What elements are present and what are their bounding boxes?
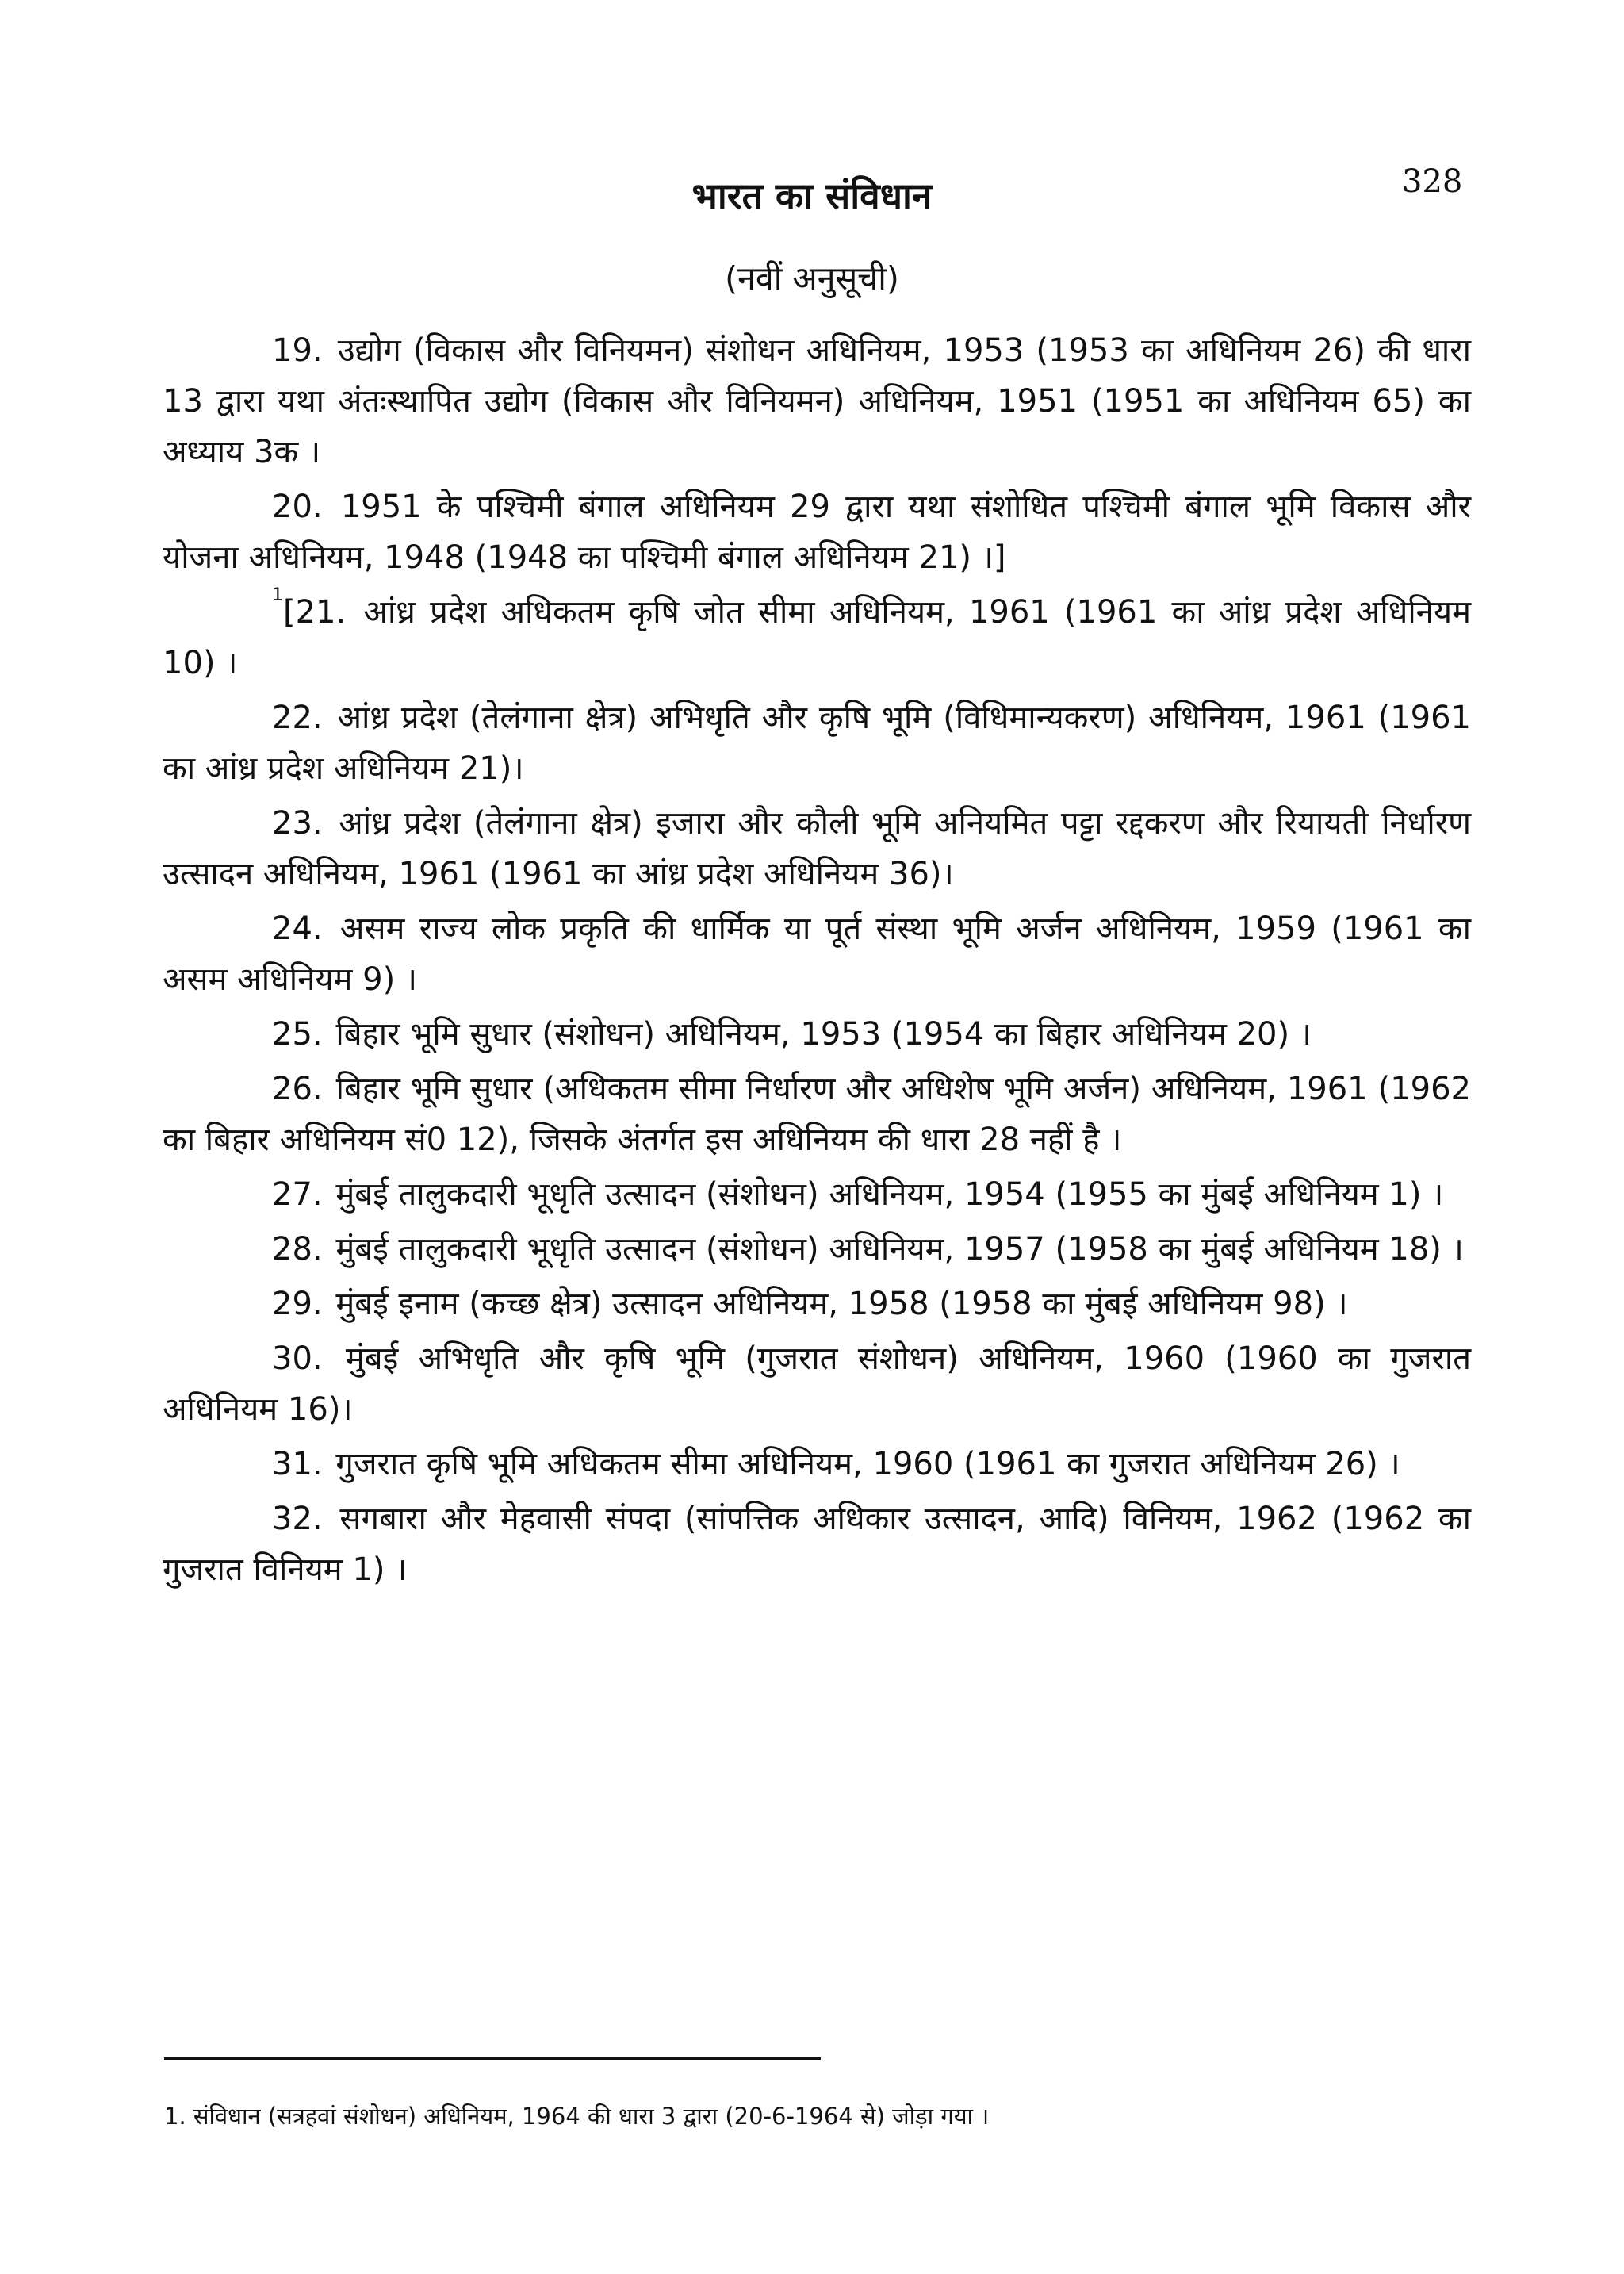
entry-number: 29.	[272, 1286, 323, 1322]
entry-text: मुंबई तालुकदारी भूधृति उत्सादन (संशोधन) अधिनियम, 1954 (1955 का मुंबई अधिनियम 1) ।	[335, 1176, 1444, 1213]
entry-text: उद्योग (विकास और विनियमन) संशोधन अधिनियम, 1953 (1953 का अधिनियम 26) की धारा 13 द्वारा यथा अंतःस्थापित उद्योग (विकास और विनियमन) अधिनियम, 1951 (1951 का अधिनियम 65) का अध्याय 3क ।	[163, 332, 1471, 470]
entry-number: 31.	[272, 1446, 323, 1482]
entry-22	[163, 692, 1471, 794]
entry-number: 23.	[272, 805, 323, 842]
entry-28	[163, 1224, 1471, 1275]
schedule-entries	[163, 325, 1471, 1599]
entry-31	[163, 1439, 1471, 1490]
footnote: 1. संविधान (सत्रहवां संशोधन) अधिनियम, 1964 की धारा 3 द्वारा (20-6-1964 से) जोड़ा गया ।	[164, 2103, 990, 2130]
page-number: 328	[1402, 163, 1463, 200]
schedule-subtitle: (नवीं अनुसूची)	[725, 259, 899, 297]
footnote-marker: 1	[272, 585, 283, 605]
entry-text: 1951 के पश्चिमी बंगाल अधिनियम 29 द्वारा यथा संशोधित पश्चिमी बंगाल भूमि विकास और योजना अधिनियम, 1948 (1948 का पश्चिमी बंगाल अधिनियम 21) ।]	[163, 489, 1471, 576]
entry-19	[163, 325, 1471, 477]
entry-32	[163, 1494, 1471, 1595]
entry-text: मुंबई तालुकदारी भूधृति उत्सादन (संशोधन) अधिनियम, 1957 (1958 का मुंबई अधिनियम 18) ।	[335, 1231, 1464, 1267]
entry-text: आंध्र प्रदेश (तेलंगाना क्षेत्र) अभिधृति और कृषि भूमि (विधिमान्यकरण) अधिनियम, 1961 (1961 का आंध्र प्रदेश अधिनियम 21)।	[163, 700, 1472, 787]
entry-number: 27.	[272, 1176, 323, 1213]
entry-number: 25.	[272, 1016, 323, 1053]
entry-20	[163, 481, 1471, 583]
entry-text: असम राज्य लोक प्रकृति की धार्मिक या पूर्त संस्था भूमि अर्जन अधिनियम, 1959 (1961 का असम अधिनियम 9) ।	[163, 911, 1471, 998]
entry-text: बिहार भूमि सुधार (संशोधन) अधिनियम, 1953 (1954 का बिहार अधिनियम 20) ।	[335, 1016, 1312, 1053]
entry-24	[163, 903, 1471, 1005]
entry-23	[163, 798, 1471, 899]
entry-number: 26.	[272, 1071, 323, 1107]
entry-text: मुंबई इनाम (कच्छ क्षेत्र) उत्सादन अधिनियम, 1958 (1958 का मुंबई अधिनियम 98) ।	[335, 1286, 1348, 1322]
entry-25	[163, 1009, 1471, 1060]
entry-27	[163, 1169, 1471, 1220]
entry-text: आंध्र प्रदेश अधिकतम कृषि जोत सीमा अधिनियम, 1961 (1961 का आंध्र प्रदेश अधिनियम 10) ।	[163, 594, 1471, 681]
entry-text: सगबारा और मेहवासी संपदा (सांपत्तिक अधिकार उत्सादन, आदि) विनियम, 1962 (1962 का गुजरात विनियम 1) ।	[163, 1501, 1472, 1588]
entry-number: 30.	[272, 1340, 323, 1377]
entry-number: 19.	[272, 332, 323, 369]
entry-text: मुंबई अभिधृति और कृषि भूमि (गुजरात संशोधन) अधिनियम, 1960 (1960 का गुजरात अधिनियम 16)।	[163, 1340, 1472, 1428]
entry-number: [21.	[283, 594, 347, 631]
entry-30	[163, 1333, 1471, 1435]
entry-number: 32.	[272, 1501, 323, 1537]
entry-text: आंध्र प्रदेश (तेलंगाना क्षेत्र) इजारा और कौली भूमि अनियमित पट्टा रद्दकरण और रियायती निर्धारण उत्सादन अधिनियम, 1961 (1961 का आंध्र प्रदेश अधिनियम 36)।	[163, 805, 1471, 892]
entry-number: 22.	[272, 700, 323, 736]
entry-text: गुजरात कृषि भूमि अधिकतम सीमा अधिनियम, 1960 (1961 का गुजरात अधिनियम 26) ।	[335, 1446, 1400, 1482]
entry-29	[163, 1279, 1471, 1329]
footnote-divider	[164, 2057, 821, 2060]
entry-text: बिहार भूमि सुधार (अधिकतम सीमा निर्धारण और अधिशेष भूमि अर्जन) अधिनियम, 1961 (1962 का बिहार अधिनियम सं0 12), जिसके अंतर्गत इस अधिनियम की धारा 28 नहीं है ।	[163, 1071, 1471, 1158]
entry-26	[163, 1064, 1471, 1165]
entry-number: 20.	[272, 489, 323, 525]
page-title: भारत का संविधान	[691, 174, 933, 217]
entry-number: 28.	[272, 1231, 323, 1267]
entry-number: 24.	[272, 911, 323, 947]
entry-21	[163, 587, 1471, 688]
